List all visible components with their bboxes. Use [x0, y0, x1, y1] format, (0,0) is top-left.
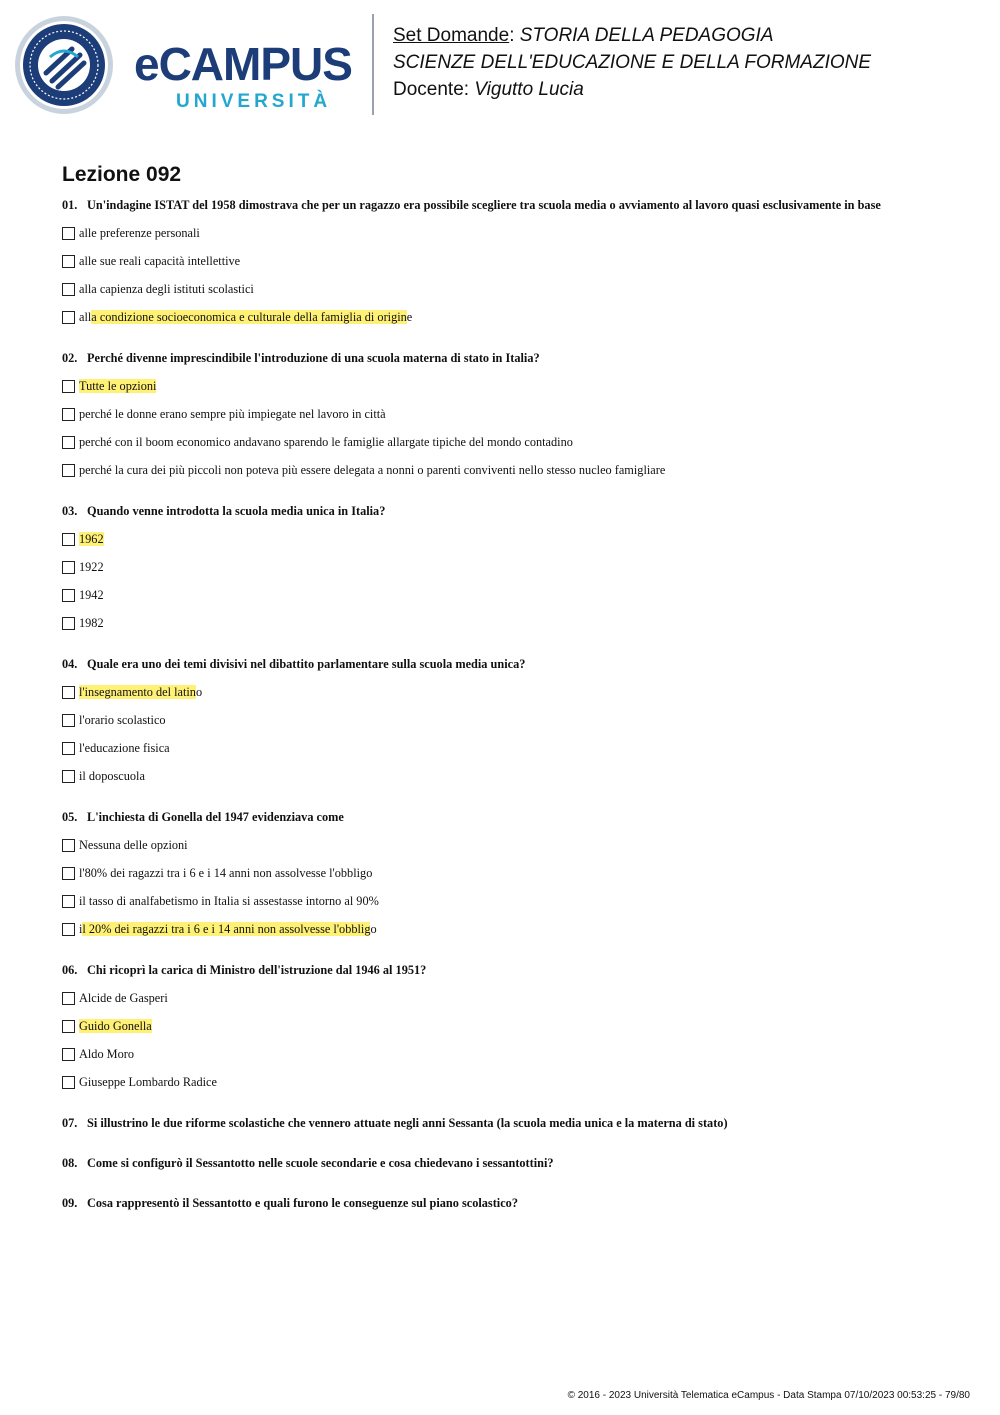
question-number: 06.	[62, 963, 78, 977]
answer-option[interactable]	[62, 1075, 962, 1090]
answer-text: 1942	[79, 588, 104, 602]
logo-subtitle: UNIVERSITÀ	[176, 91, 332, 112]
answer-label	[79, 532, 104, 547]
answer-text: Alcide de Gasperi	[79, 991, 168, 1005]
highlighted-answer-text: Tutte le opzioni	[79, 379, 157, 393]
answer-text: perché le donne erano sempre più impiegate nel lavoro in città	[79, 407, 386, 421]
header-divider	[372, 14, 374, 115]
answer-checkbox[interactable]	[62, 436, 75, 449]
answer-text: 1922	[79, 560, 104, 574]
set-label: Set Domande	[393, 25, 510, 46]
answer-checkbox[interactable]	[62, 311, 75, 324]
answer-text: Aldo Moro	[79, 1047, 134, 1061]
answer-label	[79, 379, 156, 394]
open-question	[62, 1156, 962, 1171]
question-block	[62, 810, 962, 937]
question-text	[62, 657, 962, 672]
answer-option[interactable]	[62, 310, 962, 325]
answer-label	[79, 1075, 217, 1090]
answer-label	[79, 894, 379, 909]
logo-wordmark: eCAMPUS	[134, 38, 352, 90]
answer-option[interactable]	[62, 866, 962, 881]
answer-label	[79, 435, 573, 450]
question-number: 07.	[62, 1116, 78, 1130]
highlighted-answer-text: l 20% dei ragazzi tra i 6 e i 14 anni non assolvesse l'obblig	[82, 922, 371, 936]
teacher-label: Docente:	[393, 79, 470, 100]
answer-label	[79, 616, 104, 631]
course-name: STORIA DELLA PEDAGOGIA	[519, 25, 774, 46]
university-seal-icon	[14, 15, 114, 115]
open-question	[62, 1196, 962, 1211]
answer-option[interactable]	[62, 435, 962, 450]
answer-option[interactable]	[62, 616, 962, 631]
answer-checkbox[interactable]	[62, 408, 75, 421]
question-text	[62, 963, 962, 978]
question-label: Si illustrino le due riforme scolastiche che vennero attuate negli anni Sessanta (la scuola media unica e la materna di stato)	[87, 1116, 728, 1130]
answer-text: 1982	[79, 616, 104, 630]
question-label: Perché divenne imprescindibile l'introduzione di una scuola materna di stato in Italia?	[87, 351, 540, 365]
question-label: Un'indagine ISTAT del 1958 dimostrava che per un ragazzo era possibile scegliere tra scuola media o avviamento al lavoro quasi esclusivamente in base	[87, 198, 881, 212]
answer-label	[79, 1019, 152, 1034]
answer-checkbox[interactable]	[62, 770, 75, 783]
answer-option[interactable]	[62, 1019, 962, 1034]
answer-checkbox[interactable]	[62, 561, 75, 574]
answer-option[interactable]	[62, 532, 962, 547]
highlighted-answer-text: l'insegnamento del latin	[79, 685, 196, 699]
answer-text: Nessuna delle opzioni	[79, 838, 188, 852]
page-footer: © 2016 - 2023 Università Telematica eCampus - Data Stampa 07/10/2023 00:53:25 - 79/80	[567, 1390, 970, 1401]
answer-option[interactable]	[62, 588, 962, 603]
answer-text: il doposcuola	[79, 769, 145, 783]
answer-label	[79, 310, 412, 325]
answer-option[interactable]	[62, 922, 962, 937]
lesson-title: Lezione 092	[62, 163, 182, 186]
question-block	[62, 504, 962, 631]
highlighted-answer-text: Guido Gonella	[79, 1019, 152, 1033]
answer-checkbox[interactable]	[62, 255, 75, 268]
answer-text: Giuseppe Lombardo Radice	[79, 1075, 217, 1089]
answer-checkbox[interactable]	[62, 227, 75, 240]
answer-checkbox[interactable]	[62, 867, 75, 880]
answer-checkbox[interactable]	[62, 714, 75, 727]
question-number: 03.	[62, 504, 78, 518]
question-label: Cosa rappresentò il Sessantotto e quali furono le conseguenze sul piano scolastico?	[87, 1196, 518, 1210]
answer-option[interactable]	[62, 226, 962, 241]
answer-text: perché con il boom economico andavano sparendo le famiglie allargate tipiche del mondo contadino	[79, 435, 573, 449]
answer-label	[79, 407, 386, 422]
question-label: Chi ricoprì la carica di Ministro dell'istruzione dal 1946 al 1951?	[87, 963, 427, 977]
answer-option[interactable]	[62, 685, 962, 700]
teacher-name: Vigutto Lucia	[474, 79, 584, 100]
answer-checkbox[interactable]	[62, 1076, 75, 1089]
answer-label	[79, 463, 665, 478]
answer-checkbox[interactable]	[62, 686, 75, 699]
answer-checkbox[interactable]	[62, 992, 75, 1005]
question-text	[62, 351, 962, 366]
answer-label	[79, 922, 377, 937]
answer-label	[79, 769, 145, 784]
question-block	[62, 963, 962, 1090]
answer-option[interactable]	[62, 379, 962, 394]
degree-name: SCIENZE DELL'EDUCAZIONE E DELLA FORMAZIONE	[393, 52, 872, 73]
answer-checkbox[interactable]	[62, 380, 75, 393]
question-block	[62, 198, 962, 325]
highlighted-answer-text: a condizione socioeconomica e culturale della famiglia di origin	[91, 310, 407, 324]
answer-text: o	[195, 685, 203, 699]
answer-option[interactable]	[62, 991, 962, 1006]
answer-checkbox[interactable]	[62, 923, 75, 936]
question-number: 08.	[62, 1156, 78, 1170]
answer-option[interactable]	[62, 463, 962, 478]
answer-label	[79, 560, 104, 575]
question-label: Quale era uno dei temi divisivi nel dibattito parlamentare sulla scuola media unica?	[87, 657, 526, 671]
answer-text: o	[370, 922, 377, 936]
answer-text: all	[79, 310, 92, 324]
answer-checkbox[interactable]	[62, 742, 75, 755]
answer-label	[79, 741, 170, 756]
question-number: 05.	[62, 810, 78, 824]
answer-label	[79, 282, 254, 297]
answer-checkbox[interactable]	[62, 1020, 75, 1033]
answer-checkbox[interactable]	[62, 283, 75, 296]
answer-checkbox[interactable]	[62, 464, 75, 477]
answer-checkbox[interactable]	[62, 895, 75, 908]
question-text	[62, 198, 962, 213]
answer-option[interactable]	[62, 713, 962, 728]
question-number: 02.	[62, 351, 78, 365]
open-question	[62, 1116, 962, 1131]
question-label: Quando venne introdotta la scuola media unica in Italia?	[87, 504, 386, 518]
answer-label	[79, 685, 202, 700]
question-text	[62, 810, 962, 825]
header-info	[393, 22, 871, 103]
question-number: 04.	[62, 657, 78, 671]
answer-label	[79, 838, 188, 853]
answer-checkbox[interactable]	[62, 617, 75, 630]
question-label: L'inchiesta di Gonella del 1947 evidenziava come	[87, 810, 344, 824]
answer-text: e	[406, 310, 413, 324]
question-number: 01.	[62, 198, 78, 212]
course-line: Set Domande: STORIA DELLA PEDAGOGIA	[393, 25, 774, 46]
answer-checkbox[interactable]	[62, 533, 75, 546]
answer-text: perché la cura dei più piccoli non poteva più essere delegata a nonni o parenti conviventi nello stesso nucleo famigliare	[79, 463, 666, 477]
answer-checkbox[interactable]	[62, 1048, 75, 1061]
answer-option[interactable]	[62, 407, 962, 422]
answer-label	[79, 1047, 134, 1062]
answer-label	[79, 991, 168, 1006]
answer-text: il tasso di analfabetismo in Italia si assestasse intorno al 90%	[79, 894, 379, 908]
question-list	[62, 198, 962, 1236]
highlighted-answer-text: 1962	[79, 532, 104, 546]
answer-text: alla capienza degli istituti scolastici	[79, 282, 254, 296]
answer-option[interactable]	[62, 894, 962, 909]
answer-label	[79, 713, 166, 728]
answer-label	[79, 226, 200, 241]
answer-text: i	[79, 922, 83, 936]
answer-label	[79, 866, 372, 881]
answer-label	[79, 254, 240, 269]
answer-option[interactable]	[62, 254, 962, 269]
answer-text: alle sue reali capacità intellettive	[79, 254, 241, 268]
question-block	[62, 657, 962, 784]
answer-option[interactable]	[62, 1047, 962, 1062]
question-number: 09.	[62, 1196, 78, 1210]
answer-text: l'orario scolastico	[79, 713, 166, 727]
question-label: Come si configurò il Sessantotto nelle scuole secondarie e cosa chiedevano i sessantottini?	[87, 1156, 554, 1170]
answer-option[interactable]	[62, 560, 962, 575]
answer-option[interactable]	[62, 838, 962, 853]
question-text	[62, 504, 962, 519]
answer-text: l'80% dei ragazzi tra i 6 e i 14 anni non assolvesse l'obbligo	[79, 866, 373, 880]
ecampus-logo	[14, 15, 359, 115]
question-block	[62, 351, 962, 478]
answer-checkbox[interactable]	[62, 589, 75, 602]
teacher-line	[393, 76, 871, 103]
answer-checkbox[interactable]	[62, 839, 75, 852]
answer-label	[79, 588, 104, 603]
answer-option[interactable]	[62, 282, 962, 297]
answer-option[interactable]	[62, 741, 962, 756]
answer-text: l'educazione fisica	[79, 741, 170, 755]
answer-text: alle preferenze personali	[79, 226, 200, 240]
answer-option[interactable]	[62, 769, 962, 784]
